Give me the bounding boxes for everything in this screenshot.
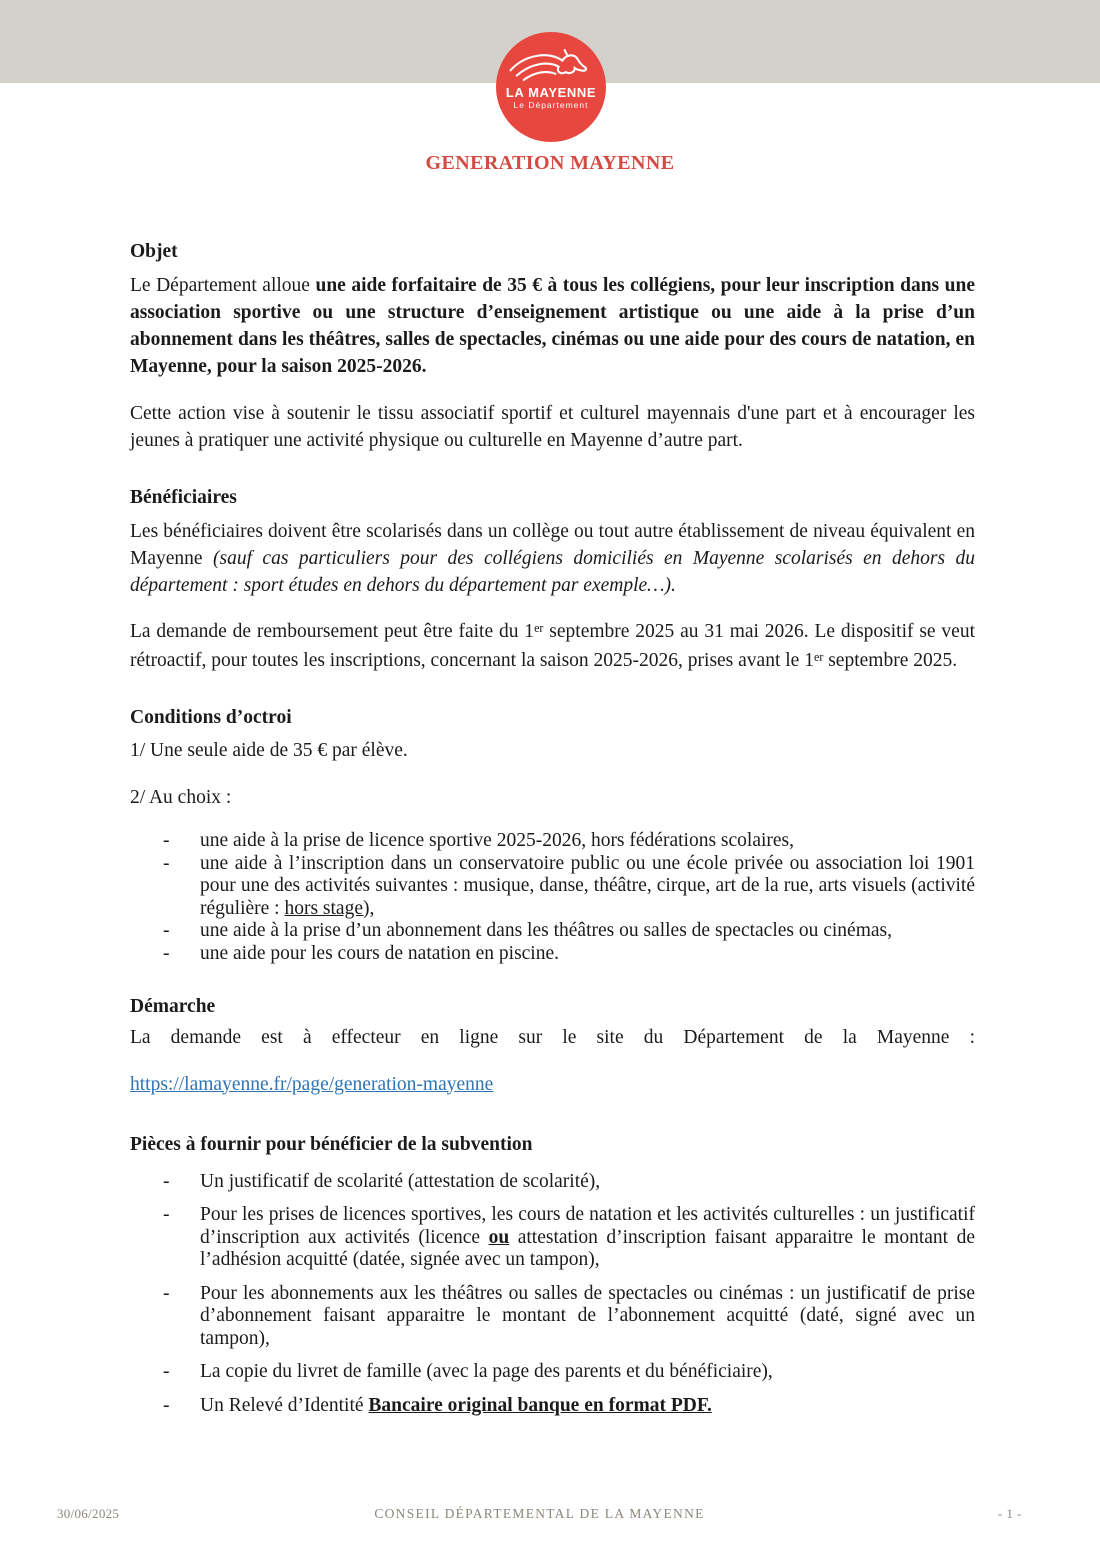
- list-item-text: [200, 1204, 975, 1272]
- list-item: [130, 943, 975, 966]
- bullet-dash: -: [163, 852, 170, 874]
- pieces-bullet-list: [130, 1171, 975, 1418]
- objet-p1-bold: une aide forfaitaire de 35 € à tous les collégiens, pour leur inscription dans une association sportive ou une structure d’enseignement artistique ou une aide à la prise d’un abonnement dans les théâtres, salles de spectacles, cinémas ou une aide pour des cours de natation, en Mayenne, pour la saison 2025-2026.: [130, 275, 975, 377]
- footer-page-number: - 1 -: [997, 1506, 1022, 1521]
- beneficiaires-p1-italic: (sauf cas particuliers pour des collégiens domiciliés en Mayenne scolarisés en dehors du département : sport études en dehors du département par exemple…).: [130, 547, 975, 596]
- section-heading-demarche: Démarche: [130, 996, 216, 1017]
- superscript-er: er: [813, 649, 824, 664]
- list-item: [130, 1171, 975, 1194]
- list-item-text-normal: attestation d’inscription faisant apparaitre le montant de l’adhésion acquitté (datée, signée avec un tampon),: [200, 1226, 975, 1270]
- list-item-text: [200, 1395, 975, 1418]
- beneficiaires-p1-normal: Les bénéficiaires doivent être scolarisés dans un collège ou tout autre établissement de niveau équivalent en Mayenne: [130, 520, 975, 569]
- section-heading-beneficiaires: Bénéficiaires: [130, 486, 237, 508]
- list-item-text: une aide à la prise d’un abonnement dans les théâtres ou salles de spectacles ou cinémas,: [200, 920, 893, 941]
- list-item-text: Un justificatif de scolarité (attestation de scolarité),: [200, 1170, 601, 1192]
- conditions-line-1: 1/ Une seule aide de 35 € par élève.: [130, 740, 408, 761]
- list-item-text: une aide pour les cours de natation en piscine.: [200, 942, 560, 964]
- list-item-text-normal: Un Relevé d’Identité: [200, 1394, 369, 1416]
- bullet-dash: -: [163, 1170, 170, 1192]
- superscript-er: er: [534, 620, 544, 635]
- logo-subtitle: Le Département: [513, 100, 589, 110]
- section-heading-objet: Objet: [130, 241, 178, 262]
- bullet-dash: -: [163, 1282, 170, 1304]
- list-item: [130, 830, 975, 853]
- bullet-dash: -: [163, 920, 170, 941]
- bullet-dash: -: [163, 1204, 170, 1225]
- bullet-dash: -: [163, 942, 170, 964]
- list-item: [130, 853, 975, 921]
- logo-title: LA MAYENNE: [505, 85, 597, 100]
- section-heading-conditions: Conditions d’octroi: [130, 707, 292, 728]
- document-body: [130, 238, 975, 1417]
- pegasus-icon: [507, 45, 595, 85]
- beneficiaires-p2-seg1: La demande de remboursement peut être faite du 1: [130, 621, 535, 642]
- list-item-text-bold-underlined: Bancaire original banque en format PDF.: [368, 1394, 712, 1416]
- objet-paragraph-1: [130, 272, 975, 380]
- conditions-line-2: 2/ Au choix :: [130, 786, 232, 808]
- list-item: [130, 1283, 975, 1351]
- list-item: [130, 1361, 975, 1384]
- objet-paragraph-2: Cette action vise à soutenir le tissu associatif sportif et culturel mayennais d'une part et à encourager les jeunes à pratiquer une activité physique ou culturelle en Mayenne d’autre part.: [130, 402, 975, 451]
- generation-mayenne-link[interactable]: https://lamayenne.fr/page/generation-mayenne: [130, 1073, 494, 1095]
- list-item: [130, 1204, 975, 1272]
- logo-la-mayenne: [496, 32, 606, 142]
- list-item-text-underlined: hors stage),: [284, 897, 375, 919]
- list-item: [130, 920, 975, 943]
- bullet-dash: -: [163, 1394, 170, 1416]
- list-item-text-normal: une aide à l’inscription dans un conservatoire public ou une école privée ou association loi 1901 pour une des activités suivantes : musique, danse, théâtre, cirque, art de la rue, arts visuels (activité régulière :: [200, 852, 975, 919]
- list-item-text: une aide à la prise de licence sportive 2025-2026, hors fédérations scolaires,: [200, 830, 794, 851]
- demarche-paragraph: La demande est à effecteur en ligne sur le site du Département de la Mayenne :: [130, 1027, 975, 1048]
- list-item-text-normal: Pour les prises de licences sportives, les cours de natation et les activités culturelles : un justificatif d’inscription aux activités (licence: [200, 1204, 975, 1248]
- conditions-bullet-list: [130, 830, 975, 965]
- list-item: [130, 1395, 975, 1418]
- page-title: GENERATION MAYENNE: [425, 152, 675, 174]
- list-item-text-bold-underlined: ou: [488, 1226, 510, 1248]
- bullet-dash: -: [163, 830, 170, 851]
- list-item-text: Pour les abonnements aux les théâtres ou salles de spectacles ou cinémas : un justificatif de prise d’abonnement faisant apparaitre le montant de l’abonnement acquitté (daté, signé avec un tampon),: [200, 1282, 975, 1349]
- section-heading-pieces: Pièces à fournir pour bénéficier de la subvention: [130, 1133, 533, 1155]
- bullet-dash: -: [163, 1361, 170, 1382]
- beneficiaires-paragraph-1: [130, 518, 975, 599]
- page-footer: [57, 1506, 1022, 1522]
- beneficiaires-paragraph-2: [130, 618, 975, 676]
- footer-date: 30/06/2025: [57, 1506, 120, 1521]
- footer-organization: CONSEIL DÉPARTEMENTAL DE LA MAYENNE: [374, 1506, 705, 1521]
- beneficiaires-p2-seg3: septembre 2025.: [823, 650, 958, 671]
- list-item-text: La copie du livret de famille (avec la page des parents et du bénéficiaire),: [200, 1361, 773, 1382]
- list-item-text: [200, 853, 975, 921]
- objet-p1-normal: Le Département alloue: [130, 275, 316, 296]
- beneficiaires-p2-seg2: septembre 2025 au 31 mai 2026. Le dispositif se veut rétroactif, pour toutes les inscriptions, concernant la saison 2025-2026, prises avant le 1: [130, 621, 975, 671]
